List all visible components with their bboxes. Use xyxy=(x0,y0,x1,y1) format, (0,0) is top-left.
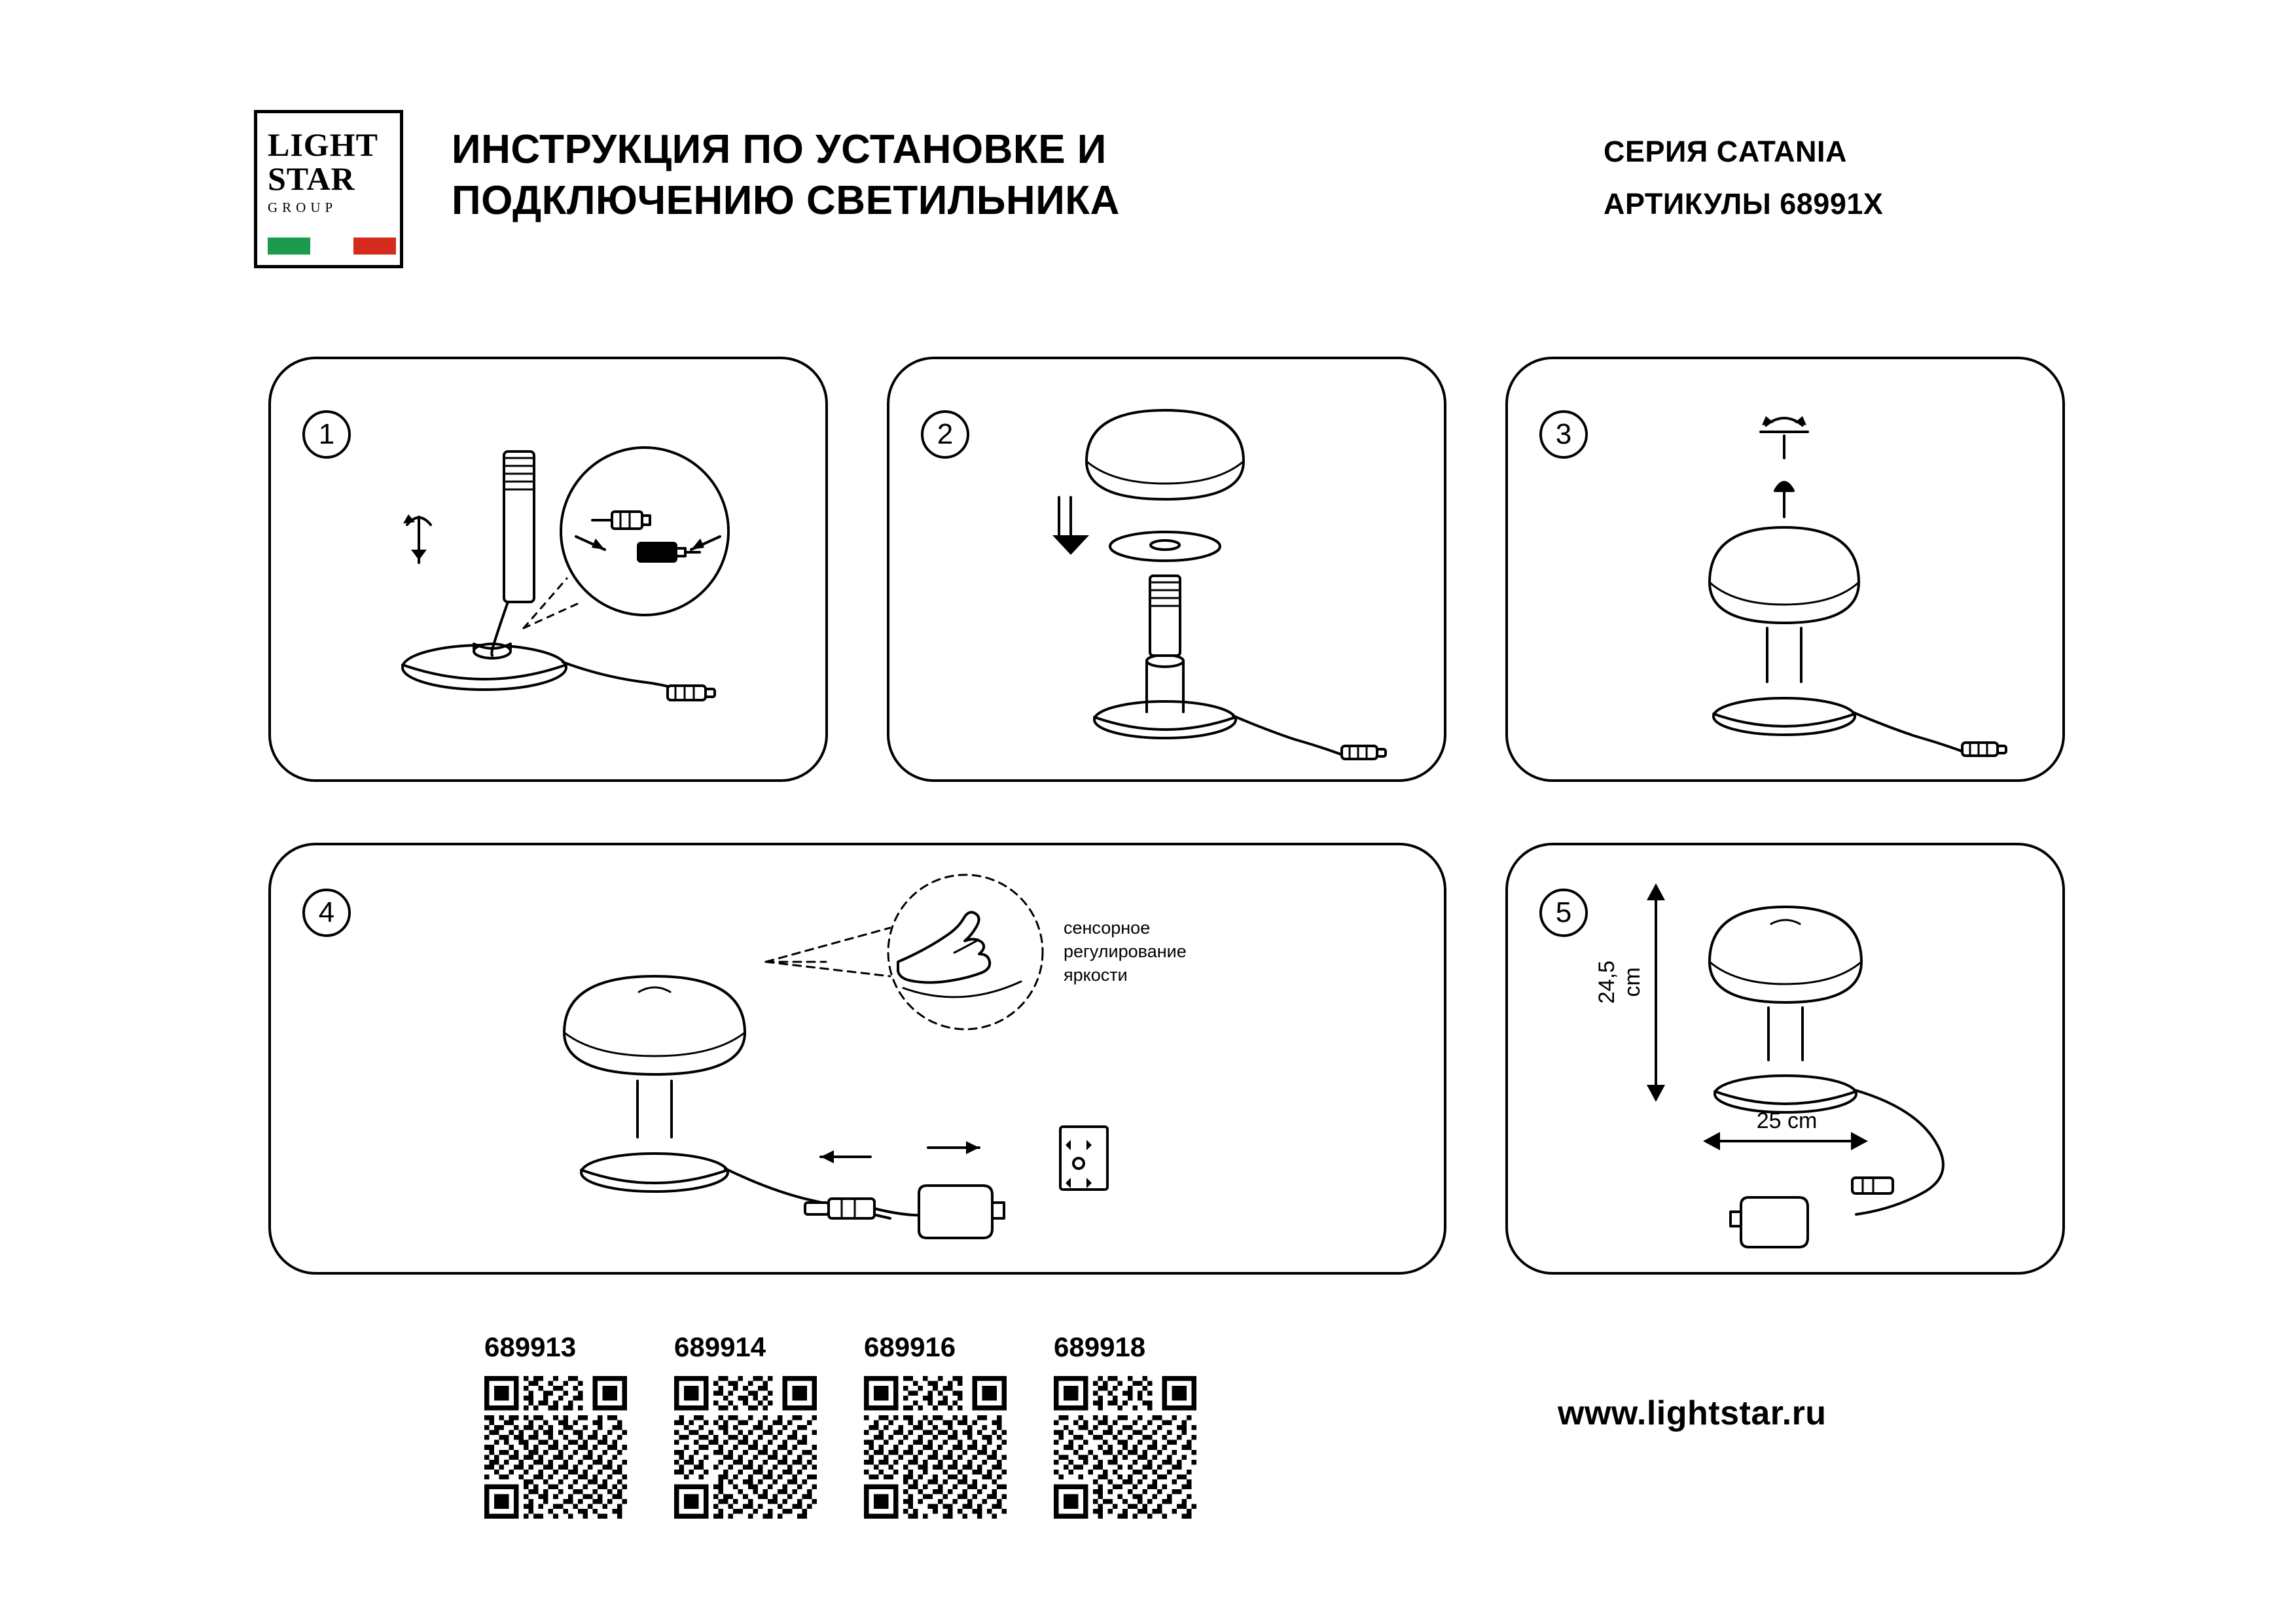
power-adapter-icon xyxy=(919,1186,1004,1238)
diagram-step-5 xyxy=(1647,883,1943,1247)
touch-note-line2: регулирование xyxy=(1064,942,1187,961)
step-badge-5: 5 xyxy=(1539,889,1588,937)
step-badge-2: 2 xyxy=(921,410,969,459)
diagram-step-4 xyxy=(564,875,1107,1238)
article-qr-block-1 xyxy=(484,1332,681,1519)
article-code: 689913 xyxy=(484,1332,577,1362)
width-label: 25 cm xyxy=(1756,1108,1818,1133)
logo-text-group: GROUP xyxy=(268,200,338,215)
touch-note-line1: сенсорное xyxy=(1064,918,1151,938)
page-title-line1: ИНСТРУКЦИЯ ПО УСТАНОВКЕ И xyxy=(452,127,1107,172)
logo-text-light: LIGHT xyxy=(268,126,378,163)
logo-text-star: STAR xyxy=(268,160,355,197)
article-code: 689914 xyxy=(674,1332,766,1362)
article-qr-block-2 xyxy=(674,1332,870,1519)
diagram-step-2 xyxy=(1052,410,1386,759)
height-dimension xyxy=(1647,883,1665,1102)
diagram-step-3 xyxy=(1710,416,2006,756)
step-badge-3: 3 xyxy=(1539,410,1588,459)
article-numbers: АРТИКУЛЫ 68991X xyxy=(1604,187,1884,221)
qr-code-689914 xyxy=(674,1376,817,1519)
step-badge-4: 4 xyxy=(302,889,351,937)
diagram-step-1 xyxy=(403,448,728,700)
article-code: 689918 xyxy=(1054,1332,1146,1362)
article-qr-block-3 xyxy=(864,1332,1060,1519)
website-url: www.lightstar.ru xyxy=(1558,1394,1827,1432)
touch-note-line3: яркости xyxy=(1064,965,1128,985)
page-title-line2: ПОДКЛЮЧЕНИЮ СВЕТИЛЬНИКА xyxy=(452,178,1120,223)
rotate-arrow-icon xyxy=(403,514,431,563)
article-code: 689916 xyxy=(864,1332,956,1362)
down-arrow-icon xyxy=(1052,497,1089,555)
qr-code-689913 xyxy=(484,1376,627,1519)
qr-code-689916 xyxy=(864,1376,1007,1519)
step-badge-1: 1 xyxy=(302,410,351,459)
series-name: СЕРИЯ CATANIA xyxy=(1604,135,1848,168)
power-adapter-icon-2 xyxy=(1731,1197,1808,1247)
qr-code-689918 xyxy=(1054,1376,1196,1519)
width-dimension xyxy=(1703,1132,1868,1150)
wall-socket-icon xyxy=(1060,1127,1107,1190)
height-label: 24,5 cm xyxy=(1594,960,1645,1004)
touch-dimming-note xyxy=(1064,916,1260,987)
article-qr-block-4 xyxy=(1054,1332,1250,1519)
rotate-screw-icon xyxy=(1761,416,1808,432)
